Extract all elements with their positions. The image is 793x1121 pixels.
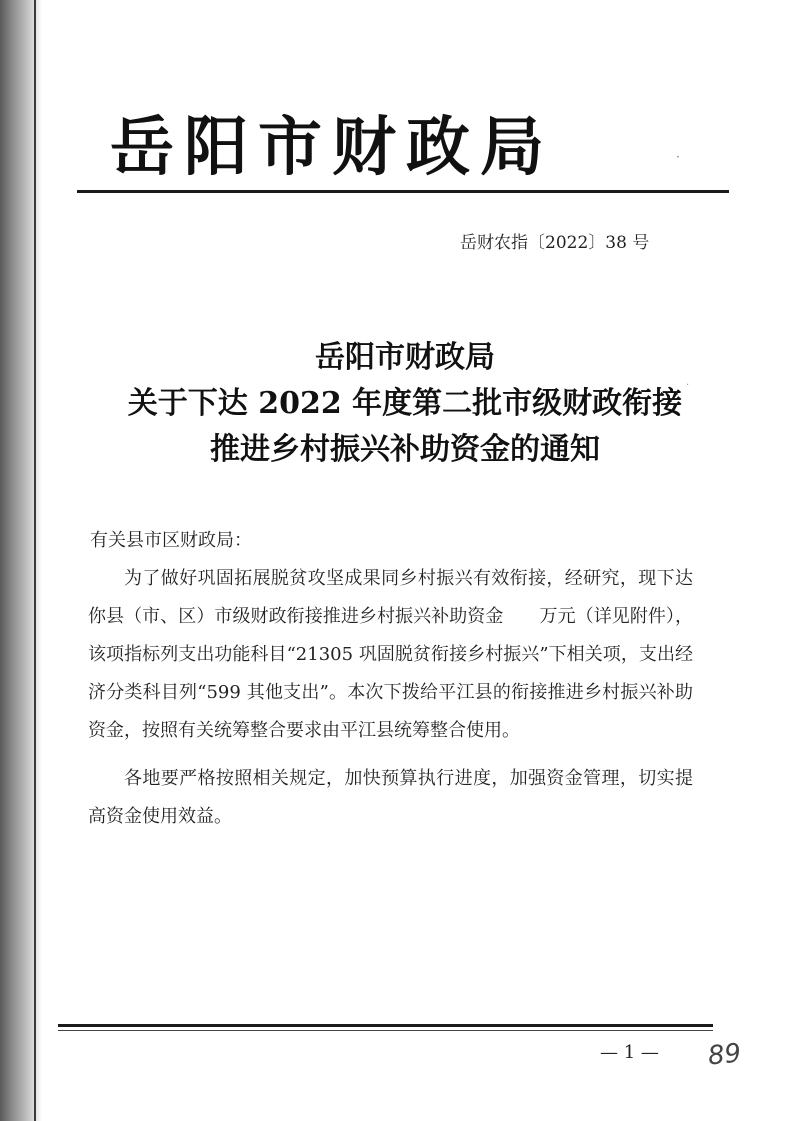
handwritten-page-number: 89 xyxy=(706,1038,743,1072)
document-number: 岳财农指〔2022〕38 号 xyxy=(460,233,650,253)
body-paragraph: 为了做好巩固拓展脱贫攻坚成果同乡村振兴有效衔接，经研究，现下达你县（市、区）市级财政衔接推进乡村振兴补助资金 万元（详见附件），该项指标列支出功能科目“21305 巩固脱贫衔接乡村振兴”下相关项，支出经济分类科目列“599 其他支出”。本次下拨给平江县的衔接推进乡村振兴补助资金，按照有关统筹整合要求由平江县统筹整合使用。 xyxy=(88,568,693,741)
document-title xyxy=(95,335,715,473)
scan-speck: · xyxy=(686,380,690,391)
footer-divider xyxy=(58,1024,713,1027)
body-paragraph: 各地要严格按照相关规定，加快预算执行进度，加强资金管理，切实提高资金使用效益。 xyxy=(88,768,693,827)
addressee: 有关县市区财政局： xyxy=(90,530,252,551)
title-line-1: 岳阳市财政局 xyxy=(315,340,495,375)
title-line-2: 关于下达 2022 年度第二批市级财政衔接 xyxy=(127,386,683,421)
page-number: — 1 — xyxy=(600,1042,659,1063)
footer-divider-thin xyxy=(58,1030,713,1031)
agency-header-title: 岳阳市财政局 xyxy=(110,110,554,185)
header-divider xyxy=(77,190,729,193)
scan-binding-edge xyxy=(34,0,36,1121)
scan-speck: · xyxy=(676,150,680,164)
title-line-3: 推进乡村振兴补助资金的通知 xyxy=(210,432,600,467)
document-body xyxy=(88,560,693,846)
